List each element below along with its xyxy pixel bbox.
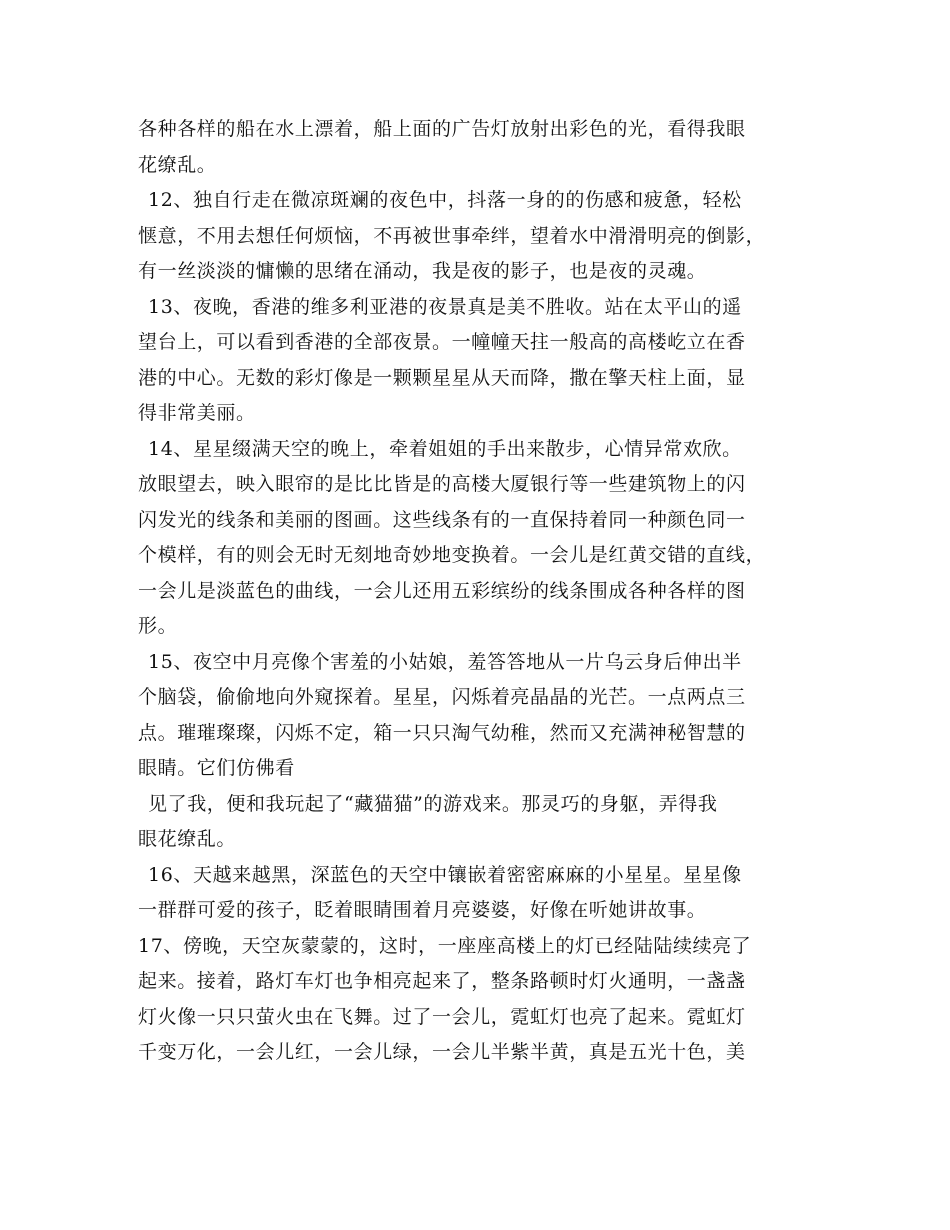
text-line: 见了我，便和我玩起了“藏猫猫”的游戏来。那灵巧的身躯，弄得我 (148, 792, 718, 815)
text-line: 点。璀璀璨璨，闪烁不定，箱一只只淘气幼稚，然而又充满神秘智慧的 (138, 721, 746, 744)
text-line: 眼花缭乱。 (138, 828, 237, 850)
text-line: 花缭乱。 (138, 153, 217, 176)
text-line: 12、独自行走在微凉斑斓的夜色中，抖落一身的的伤感和疲惫，轻松 (148, 189, 742, 211)
text-line: 14、星星缀满天空的晚上，牵着姐姐的手出来散步，心情异常欢欣。 (148, 437, 742, 460)
text-line: 港的中心。无数的彩灯像是一颗颗星星从天而降，撒在擎天柱上面，显 (138, 366, 746, 389)
text-line: 15、夜空中月亮像个害羞的小姑娘，羞答答地从一片乌云身后伸出半 (148, 650, 742, 673)
text-line: 闪发光的线条和美丽的图画。这些线条有的一直保持着同一种颜色同一 (138, 508, 746, 531)
text-line: 眼睛。它们仿佛看 (138, 757, 295, 779)
text-line: 放眼望去，映入眼帘的是比比皆是的高楼大厦银行等一些建筑物上的闪 (138, 473, 746, 495)
text-line: 一群群可爱的孩子，眨着眼睛围着月亮婆婆，好像在听她讲故事。 (138, 899, 707, 921)
text-line: 惬意，不用去想任何烦恼，不再被世事牵绊，望着水中滑滑明亮的倒影， (138, 224, 766, 247)
text-line: 起来。接着，路灯车灯也争相亮起来了，整条路顿时灯火通明，一盏盏 (138, 970, 746, 992)
text-line: 有一丝淡淡的慵懒的思绪在涌动，我是夜的影子，也是夜的灵魂。 (138, 260, 707, 282)
text-line: 形。 (138, 615, 178, 637)
text-line: 望台上，可以看到香港的全部夜景。一幢幢天拄一般高的高楼屹立在香 (138, 331, 746, 353)
text-line: 千变万化，一会儿红，一会儿绿，一会儿半紫半黄，真是五光十色，美 (138, 1041, 746, 1063)
text-line: 个模样，有的则会无时无刻地奇妙地变换着。一会儿是红黄交错的直线， (138, 544, 766, 566)
text-line: 16、天越来越黑，深蓝色的天空中镶嵌着密密麻麻的小星星。星星像 (148, 863, 742, 886)
document-body (138, 112, 838, 1071)
text-line: 17、傍晚，天空灰蒙蒙的，这时，一座座高楼上的灯已经陆陆续续亮了 (138, 934, 752, 957)
text-line: 一会儿是淡蓝色的曲线，一会儿还用五彩缤纷的线条围成各种各样的图 (138, 579, 746, 602)
text-line: 各种各样的船在水上漂着，船上面的广告灯放射出彩色的光，看得我眼 (138, 118, 746, 140)
text-line: 得非常美丽。 (138, 402, 256, 424)
text-line: 个脑袋，偷偷地向外窥探着。星星，闪烁着亮晶晶的光芒。一点两点三 (138, 686, 746, 708)
text-line: 灯火像一只只萤火虫在飞舞。过了一会儿，霓虹灯也亮了起来。霓虹灯 (138, 1005, 746, 1028)
text-line: 13、夜晚，香港的维多利亚港的夜景真是美不胜收。站在太平山的遥 (148, 295, 742, 318)
